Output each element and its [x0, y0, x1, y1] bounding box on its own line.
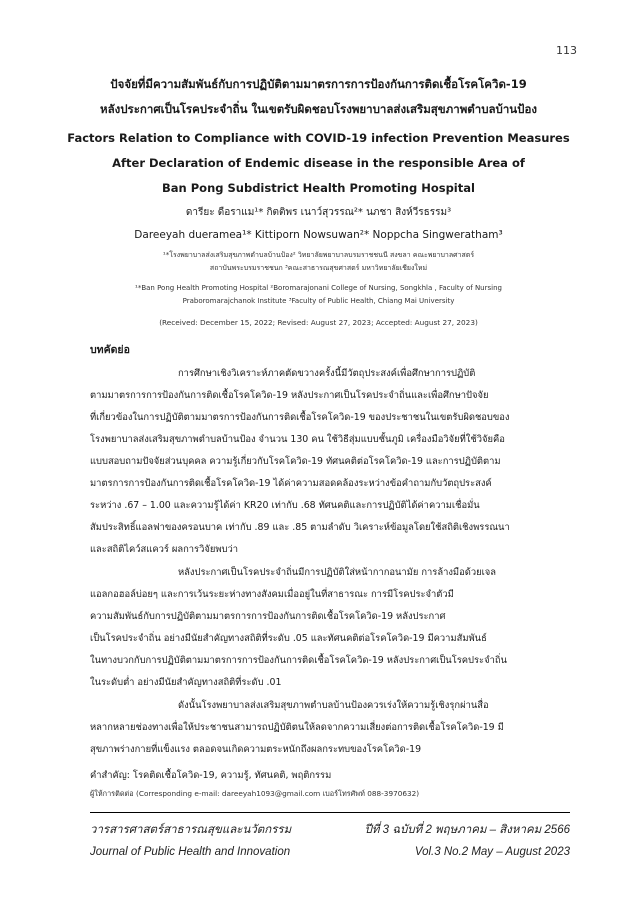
authors-english: Dareeyah dueramea¹* Kittiporn Nowsuwan²* Noppcha Singweratham³ [134, 229, 503, 241]
text-line: ในทางบวกกับการปฏิบัติตามมาตรการการป้องกันการติดเชื้อโรคโควิด-19 หลังประกาศเป็นโรคประจำถิ่น [90, 655, 507, 666]
text-line: และสถิติไคว์สแควร์ ผลการวิจัยพบว่า [90, 544, 238, 555]
text-line: สัมประสิทธิ์แอลฟาของครอนบาค เท่ากับ .89 และ .85 ตามลำดับ วิเคราะห์ข้อมูลโดยใช้สถิติเชิงพรรณนา [90, 522, 510, 533]
affiliation-line: ¹*Ban Pong Health Promoting Hospital ²Boromarajonani College of Nursing, Songkhla , Faculty of Nursing [135, 284, 502, 292]
title-thai-line: หลังประกาศเป็นโรคประจำถิ่น ในเขตรับผิดชอบโรงพยาบาลส่งเสริมสุขภาพตำบลบ้านป้อง [100, 102, 537, 116]
affiliations-thai [60, 249, 577, 275]
received-dates: (Received: December 15, 2022; Revised: August 27, 2023; Accepted: August 27, 2023) [159, 318, 478, 327]
title-english-line: After Declaration of Endemic disease in the responsible Area of [112, 156, 525, 170]
text-line: มาตรการการป้องกันการติดเชื้อโรคโควิด-19 ได้ค่าความสอดคล้องระหว่างข้อคำถามกับวัตถุประสงค์ [90, 478, 492, 489]
title-english [60, 126, 577, 201]
issue-thai: ปีที่ 3 ฉบับที่ 2 พฤษภาคม – สิงหาคม 2566 [364, 824, 570, 836]
text-line: ตามมาตรการการป้องกันการติดเชื้อโรคโควิด-19 หลังประกาศเป็นโรคประจำถิ่นและเพื่อศึกษาปัจจัย [90, 390, 489, 401]
abstract-paragraph-3 [90, 695, 570, 761]
text-line: หลังประกาศเป็นโรคประจำถิ่นมีการปฏิบัติใส่หน้ากากอนามัย การล้างมือด้วยเจล [178, 567, 497, 578]
text-line: ที่เกี่ยวข้องในการปฏิบัติตามมาตรการป้องกันการติดเชื้อโรคโควิด-19 ของประชาชนในเขตรับผิดชอบของ [90, 412, 510, 423]
text-line: แอลกอฮอล์บ่อยๆ และการเว้นระยะห่างทางสังคมเมื่ออยู่ในที่สาธารณะ การมีโรคประจำตัวมี [90, 589, 454, 600]
text-line: การศึกษาเชิงวิเคราะห์ภาคตัดขวางครั้งนี้มีวัตถุประสงค์เพื่อศึกษาการปฏิบัติ [178, 368, 476, 379]
abstract-paragraph-1 [90, 363, 570, 561]
text-line: แบบสอบถามปัจจัยส่วนบุคคล ความรู้เกี่ยวกับโรคโควิด-19 ทัศนคติต่อโรคโควิด-19 และการปฏิบัติตาม [90, 456, 501, 467]
page-number: 113 [556, 44, 577, 57]
affiliation-line: สถาบันพระบรมราชชนก ³คณะสาธารณสุขศาสตร์ มหาวิทยาลัยเชียงใหม่ [209, 264, 428, 272]
journal-name-english: Journal of Public Health and Innovation [90, 846, 291, 858]
title-english-line: Ban Pong Subdistrict Health Promoting Hospital [162, 181, 475, 195]
title-english-line: Factors Relation to Compliance with COVID-19 infection Prevention Measures [67, 131, 570, 145]
text-line: ในระดับต่ำ อย่างมีนัยสำคัญทางสถิติที่ระดับ .01 [90, 677, 282, 688]
text-line: สุขภาพร่างกายที่แข็งแรง ตลอดจนเกิดความตระหนักถึงผลกระทบของโรคโควิด-19 [90, 744, 422, 755]
affiliations-english [60, 282, 577, 308]
text-line: ดังนั้นโรงพยาบาลส่งเสริมสุขภาพตำบลบ้านป้องควรเร่งให้ความรู้เชิงรุกผ่านสื่อ [178, 700, 489, 711]
text-line: หลากหลายช่องทางเพื่อให้ประชาชนสามารถปฏิบัติตนให้ลดจากความเสี่ยงต่อการติดเชื้อโรคโควิด-19 มี [90, 722, 504, 733]
title-thai [60, 72, 577, 122]
text-line: ระหว่าง .67 – 1.00 และความรู้ได้ค่า KR20 เท่ากับ .68 ทัศนคติและการปฏิบัติได้ค่าความเชื่อมั่น [90, 500, 480, 511]
footer-divider [90, 812, 570, 813]
journal-name-thai: วารสารศาสตร์สาธารณสุขและนวัตกรรม [90, 824, 292, 836]
affiliation-line: ¹*โรงพยาบาลส่งเสริมสุขภาพตำบลบ้านป้อง² วิทยาลัยพยาบาลบรมราชชนนี สงขลา คณะพยาบาลศาสตร์ [162, 251, 475, 259]
authors-thai: ดารียะ ดือราแม¹* กิตติพร เนาว์สุวรรณ²* นภชา สิงห์วีรธรรม³ [185, 207, 452, 218]
text-line: ความสัมพันธ์กับการปฏิบัติตามมาตรการการป้องกันการติดเชื้อโรคโควิด-19 หลังประกาศ [90, 611, 446, 622]
abstract-paragraph-2 [90, 562, 570, 694]
text-line: โรงพยาบาลส่งเสริมสุขภาพตำบลบ้านป้อง จำนวน 130 คน ใช้วิธีสุ่มแบบชั้นภูมิ เครื่องมือวิจัยที่ใช้วิจัยคือ [90, 434, 505, 445]
corresponding-email: ผู้ให้การติดต่อ (Corresponding e-mail: dareeyah1093@gmail.com เบอร์โทรศัพท์ 088-3970632) [90, 789, 420, 798]
keywords: คำสำคัญ: โรคติดเชื้อโควิด-19, ความรู้, ทัศนคติ, พฤติกรรม [90, 770, 332, 781]
issue-english: Vol.3 No.2 May – August 2023 [414, 846, 570, 858]
text-line: เป็นโรคประจำถิ่น อย่างมีนัยสำคัญทางสถิติที่ระดับ .05 และทัศนคติต่อโรคโควิด-19 มีความสัมพันธ์ [90, 633, 487, 644]
title-thai-line: ปัจจัยที่มีความสัมพันธ์กับการปฏิบัติตามมาตรการการป้องกันการติดเชื้อโรคโควิด-19 [110, 77, 527, 91]
affiliation-line: Praboromarajchanok Institute ³Faculty of Public Health, Chiang Mai University [182, 297, 455, 305]
abstract-heading: บทคัดย่อ [90, 344, 130, 356]
